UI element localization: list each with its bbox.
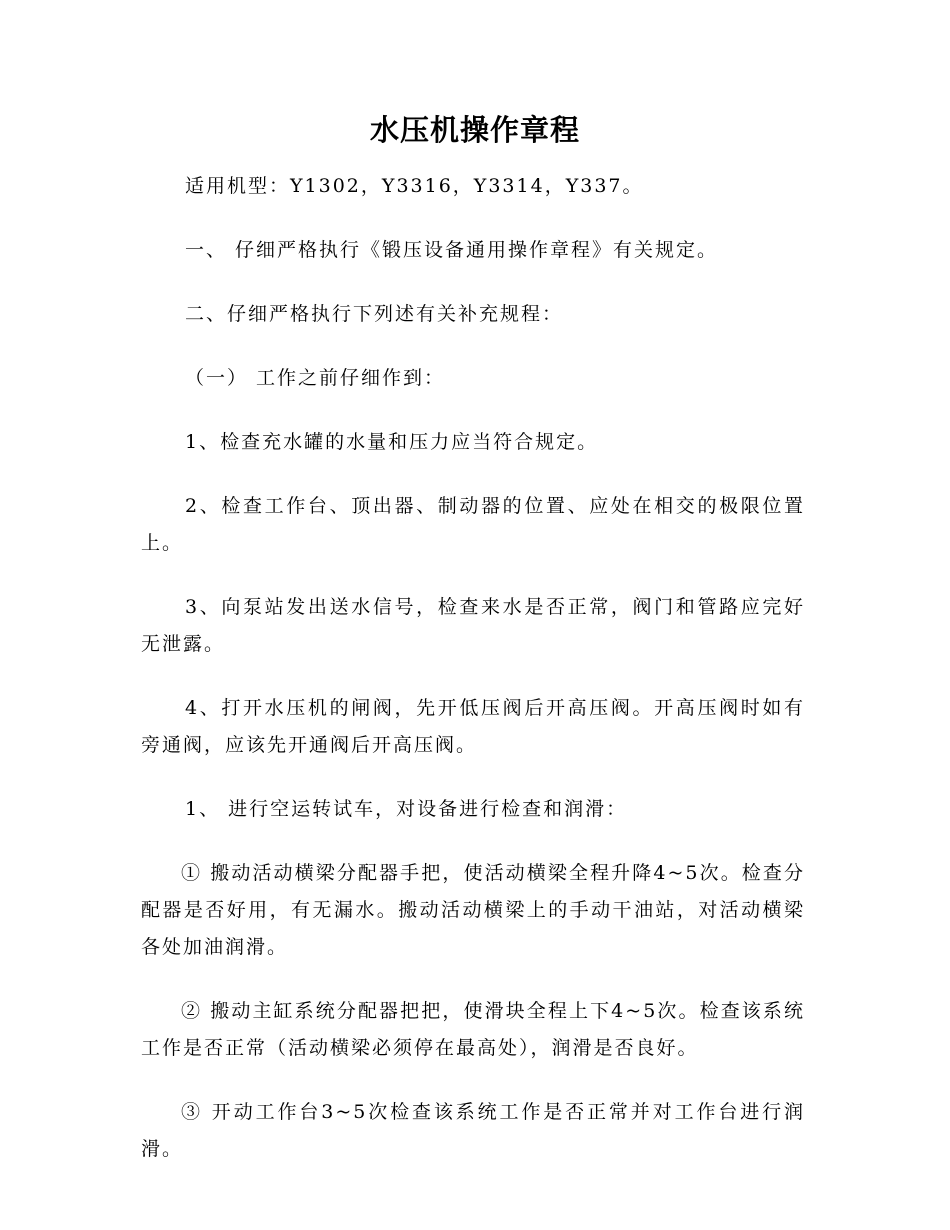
open-gate-valve-paragraph: 4、打开水压机的闸阀，先开低压阀后开高压阀。开高压阀时如有旁通阀，应该先开通阀后开高压阀。 bbox=[141, 697, 805, 756]
check-water-tank-paragraph: 1、检查充水罐的水量和压力应当符合规定。 bbox=[185, 431, 599, 453]
rule-one-paragraph: 一、 仔细严格执行《锻压设备通用操作章程》有关规定。 bbox=[185, 239, 719, 261]
section-before-work-heading: （一） 工作之前仔细作到： bbox=[185, 367, 446, 389]
rule-two-paragraph: 二、仔细严格执行下列述有关补充规程： bbox=[185, 303, 564, 325]
main-cylinder-distributor-paragraph: ② 搬动主缸系统分配器把把，使滑块全程上下4~5次。检查该系统工作是否正常（活动横梁必须停在最高处），润滑是否良好。 bbox=[141, 1000, 805, 1059]
applicable-models-paragraph: 适用机型：Y1302，Y3316，Y3314，Y337。 bbox=[185, 175, 644, 197]
check-worktable-paragraph: 2、检查工作台、顶出器、制动器的位置、应处在相交的极限位置上。 bbox=[141, 495, 805, 554]
idle-test-run-paragraph: 1、 进行空运转试车，对设备进行检查和润滑： bbox=[185, 798, 628, 820]
signal-pump-station-paragraph: 3、向泵站发出送水信号，检查来水是否正常，阀门和管路应完好无泄露。 bbox=[141, 596, 805, 655]
crossbeam-distributor-paragraph: ① 搬动活动横梁分配器手把，使活动横梁全程升降4~5次。检查分配器是否好用，有无漏水。搬动活动横梁上的手动干油站，对活动横梁各处加油润滑。 bbox=[141, 862, 805, 958]
document-title: 水压机操作章程 bbox=[369, 113, 580, 147]
document-body bbox=[141, 168, 805, 1195]
worktable-test-paragraph: ③ 开动工作台3~5次检查该系统工作是否正常并对工作台进行润滑。 bbox=[141, 1101, 805, 1160]
